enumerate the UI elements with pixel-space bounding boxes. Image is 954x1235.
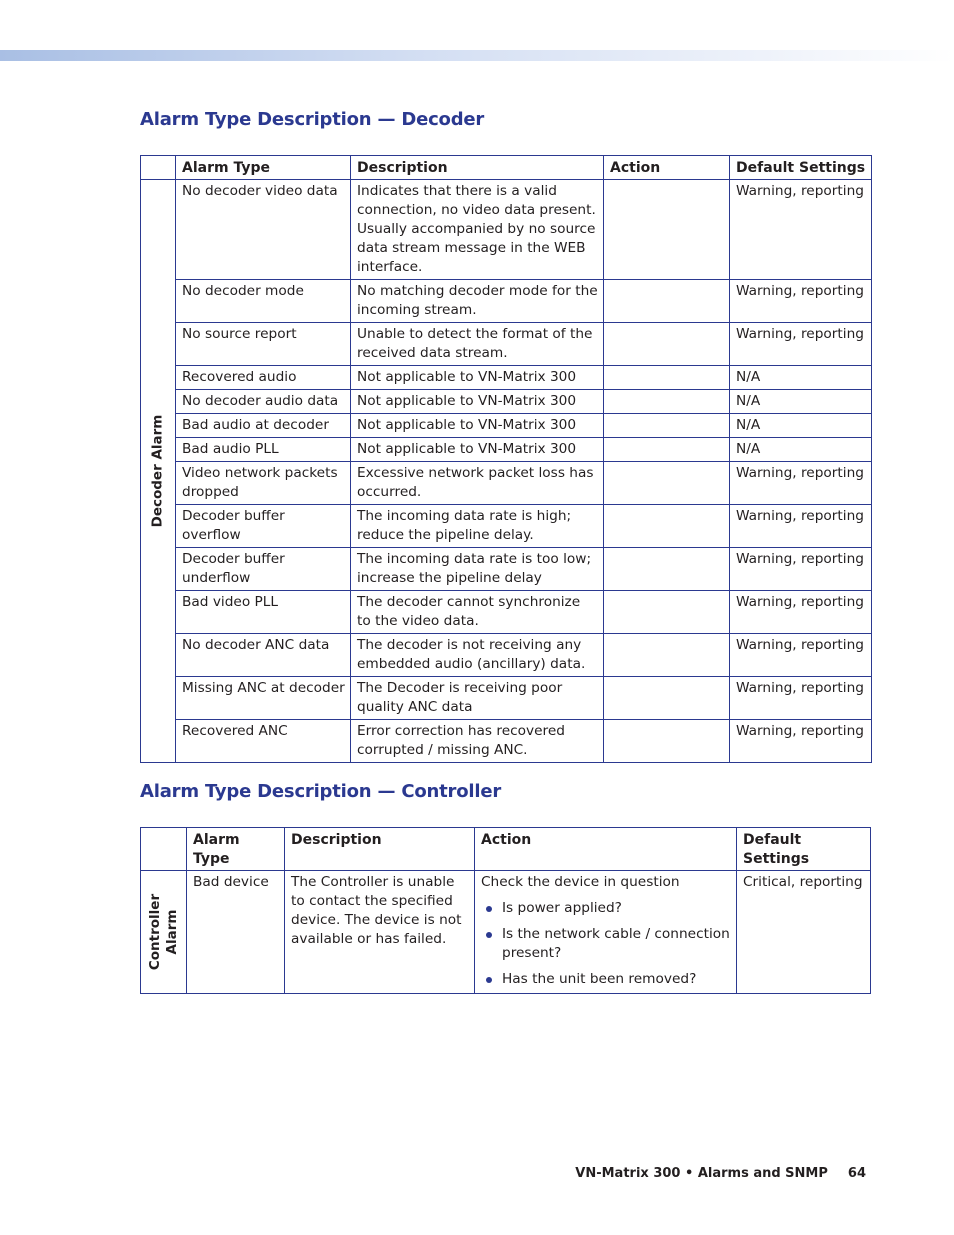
decoder-section-heading: Alarm Type Description — Decoder	[140, 109, 485, 130]
description-cell: The decoder cannot synchronize to the video data.	[351, 591, 604, 634]
description-cell: The incoming data rate is high; reduce the pipeline delay.	[351, 505, 604, 548]
header-alarm-type: Alarm Type	[187, 828, 285, 871]
page-number: 64	[847, 1166, 866, 1181]
description-cell: Error correction has recovered corrupted / missing ANC.	[351, 720, 604, 763]
alarm-type-cell: No decoder video data	[176, 180, 351, 280]
table-row	[141, 871, 871, 994]
table-row	[141, 323, 872, 366]
alarm-type-cell: Recovered audio	[176, 366, 351, 390]
decoder-table-body	[141, 180, 872, 763]
action-cell	[604, 505, 730, 548]
table-row	[141, 505, 872, 548]
alarm-type-cell: Decoder buffer overflow	[176, 505, 351, 548]
controller-group-label-line2: Alarm	[163, 909, 180, 955]
default-settings-cell: N/A	[730, 390, 872, 414]
action-cell	[604, 180, 730, 280]
alarm-type-cell: Recovered ANC	[176, 720, 351, 763]
action-intro: Check the device in question	[481, 874, 680, 890]
default-settings-cell: Warning, reporting	[730, 180, 872, 280]
description-cell: Not applicable to VN-Matrix 300	[351, 366, 604, 390]
table-row	[141, 677, 872, 720]
header-description: Description	[351, 156, 604, 180]
header-action: Action	[475, 828, 737, 871]
default-settings-cell: Warning, reporting	[730, 505, 872, 548]
default-settings-cell: Warning, reporting	[730, 280, 872, 323]
default-settings-cell: Warning, reporting	[730, 720, 872, 763]
action-cell	[604, 548, 730, 591]
description-cell: Indicates that there is a valid connection, no video data present. Usually accompanied by no source data stream message in the WEB interface.	[351, 180, 604, 280]
action-cell	[604, 438, 730, 462]
alarm-type-cell: No decoder ANC data	[176, 634, 351, 677]
table-row	[141, 280, 872, 323]
decoder-alarm-table	[140, 155, 872, 763]
action-cell	[604, 634, 730, 677]
description-cell: Not applicable to VN-Matrix 300	[351, 438, 604, 462]
alarm-type-cell: Bad audio at decoder	[176, 414, 351, 438]
action-cell	[604, 390, 730, 414]
description-cell: The Controller is unable to contact the specified device. The device is not available or has failed.	[285, 871, 475, 994]
header-default-settings: Default Settings	[730, 156, 872, 180]
controller-group-label-line1: Controller	[146, 893, 163, 971]
alarm-type-cell: Missing ANC at decoder	[176, 677, 351, 720]
action-cell	[604, 280, 730, 323]
default-settings-cell: Critical, reporting	[737, 871, 871, 994]
table-row	[141, 634, 872, 677]
header-description: Description	[285, 828, 475, 871]
page-footer	[575, 1166, 866, 1181]
description-cell: Excessive network packet loss has occurred.	[351, 462, 604, 505]
alarm-type-cell: Video network packets dropped	[176, 462, 351, 505]
action-cell	[604, 323, 730, 366]
alarm-type-cell: Bad audio PLL	[176, 438, 351, 462]
action-cell	[604, 414, 730, 438]
action-cell	[604, 677, 730, 720]
default-settings-cell: Warning, reporting	[730, 634, 872, 677]
action-cell	[475, 871, 737, 994]
table-row	[141, 462, 872, 505]
list-item: Has the unit been removed?	[481, 970, 731, 989]
header-gradient-bar	[0, 50, 954, 61]
alarm-type-cell: No decoder audio data	[176, 390, 351, 414]
description-cell: Not applicable to VN-Matrix 300	[351, 414, 604, 438]
default-settings-cell: N/A	[730, 414, 872, 438]
table-row	[141, 548, 872, 591]
alarm-type-cell: Decoder buffer underflow	[176, 548, 351, 591]
list-item: Is power applied?	[481, 899, 731, 918]
table-row	[141, 720, 872, 763]
header-blank	[141, 828, 187, 871]
description-cell: The incoming data rate is too low; increase the pipeline delay	[351, 548, 604, 591]
alarm-type-cell: No decoder mode	[176, 280, 351, 323]
list-item: Is the network cable / connection present?	[481, 925, 731, 963]
default-settings-cell: Warning, reporting	[730, 462, 872, 505]
header-blank	[141, 156, 176, 180]
header-action: Action	[604, 156, 730, 180]
default-settings-cell: Warning, reporting	[730, 323, 872, 366]
default-settings-cell: Warning, reporting	[730, 677, 872, 720]
table-row	[141, 390, 872, 414]
action-cell	[604, 591, 730, 634]
controller-alarm-table	[140, 827, 871, 994]
footer-text: VN-Matrix 300 • Alarms and SNMP	[575, 1166, 828, 1181]
default-settings-cell: Warning, reporting	[730, 591, 872, 634]
default-settings-cell: N/A	[730, 366, 872, 390]
decoder-group-label: Decoder Alarm	[149, 414, 166, 528]
decoder-table-header-row	[141, 156, 872, 180]
description-cell: Unable to detect the format of the received data stream.	[351, 323, 604, 366]
table-row	[141, 366, 872, 390]
action-bullet-list	[481, 899, 731, 989]
alarm-type-cell: Bad video PLL	[176, 591, 351, 634]
decoder-group-cell	[141, 180, 176, 763]
alarm-type-cell: Bad device	[187, 871, 285, 994]
description-cell: The Decoder is receiving poor quality ANC data	[351, 677, 604, 720]
controller-table-header-row	[141, 828, 871, 871]
action-cell	[604, 720, 730, 763]
controller-group-cell	[141, 871, 187, 994]
controller-section-heading: Alarm Type Description — Controller	[140, 781, 501, 802]
table-row	[141, 414, 872, 438]
table-row	[141, 180, 872, 280]
default-settings-cell: Warning, reporting	[730, 548, 872, 591]
description-cell: No matching decoder mode for the incoming stream.	[351, 280, 604, 323]
controller-group-label	[147, 894, 181, 970]
description-cell: Not applicable to VN-Matrix 300	[351, 390, 604, 414]
header-alarm-type: Alarm Type	[176, 156, 351, 180]
table-row	[141, 438, 872, 462]
action-cell	[604, 462, 730, 505]
action-cell	[604, 366, 730, 390]
header-default-settings: Default Settings	[737, 828, 871, 871]
alarm-type-cell: No source report	[176, 323, 351, 366]
default-settings-cell: N/A	[730, 438, 872, 462]
table-row	[141, 591, 872, 634]
description-cell: The decoder is not receiving any embedded audio (ancillary) data.	[351, 634, 604, 677]
